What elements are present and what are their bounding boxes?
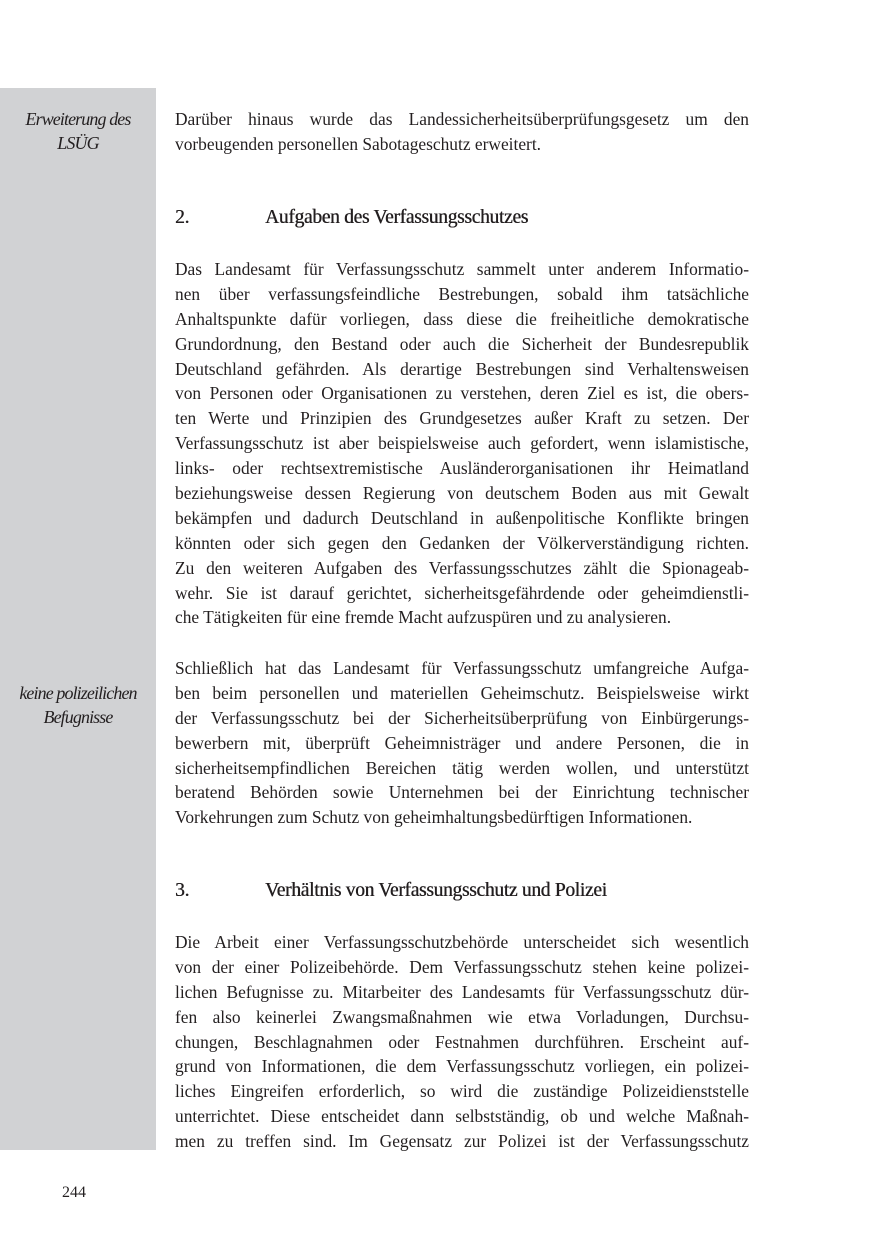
section-number: 2. xyxy=(175,207,190,228)
section-heading-3 xyxy=(175,879,749,903)
text-line: von der einer Polizeibehörde. Dem Verfassungsschutz stehen keine polizei- xyxy=(175,956,749,977)
margin-note-line: LSÜG xyxy=(57,133,99,153)
margin-note-line: keine polizeilichen xyxy=(19,683,137,703)
text-line: beziehungsweise dessen Regierung von deutschem Boden aus mit Gewalt xyxy=(175,483,749,504)
text-line: von Personen oder Organisationen zu verstehen, deren Ziel es ist, die obers- xyxy=(175,383,749,404)
text-line: Deutschland gefährden. Als derartige Bestrebungen sind Verhaltensweisen xyxy=(175,358,749,379)
paragraph-geheimschutz xyxy=(175,656,749,830)
text-line: Verfassungsschutz ist aber beispielsweise auch gefordert, wenn islamistische, xyxy=(175,433,749,454)
text-line: che Tätigkeiten für eine fremde Macht aufzuspüren und zu analysieren. xyxy=(175,607,672,628)
text-line: grund von Informationen, die dem Verfassungsschutz vorliegen, ein polizei- xyxy=(175,1056,749,1077)
margin-note-line: Erweiterung des xyxy=(25,109,131,129)
text-line: Vorkehrungen zum Schutz von geheimhaltungsbedürftigen Informationen. xyxy=(175,807,693,828)
text-line: Das Landesamt für Verfassungsschutz sammelt unter anderem Informatio- xyxy=(175,259,749,279)
margin-note-keine-befugnisse xyxy=(0,681,156,729)
text-line: der Verfassungsschutz bei der Sicherheitsüberprüfung von Einbürgerungs- xyxy=(175,707,749,728)
text-line: sicherheitsempfindlichen Bereichen tätig werden wollen, und unterstützt xyxy=(175,757,749,778)
text-line: lichen Befugnisse zu. Mitarbeiter des Landesamts für Verfassungsschutz dür- xyxy=(175,981,749,1002)
text-line: vorbeugenden personellen Sabotageschutz erweitert. xyxy=(175,133,542,154)
section-title: Aufgaben des Verfassungsschutzes xyxy=(265,207,528,228)
text-line: bewerbern mit, überprüft Geheimnisträger und andere Personen, die in xyxy=(175,732,749,753)
text-line: wehr. Sie ist darauf gerichtet, sicherheitsgefährdende oder geheimdienstli- xyxy=(175,582,749,603)
text-line: Die Arbeit einer Verfassungsschutzbehörde unterscheidet sich wesentlich xyxy=(175,932,749,952)
text-line: bekämpfen und dadurch Deutschland in außenpolitische Konflikte bringen xyxy=(175,507,749,528)
text-line: nen über verfassungsfeindliche Bestrebungen, sobald ihm tatsächliche xyxy=(175,283,749,304)
text-line: Anhaltspunkte dafür vorliegen, dass diese die freiheitliche demokratische xyxy=(175,308,749,329)
text-line: ten Werte und Prinzipien des Grundgesetzes außer Kraft zu setzen. Der xyxy=(175,408,749,429)
text-line: men zu treffen sind. Im Gegensatz zur Polizei ist der Verfassungsschutz xyxy=(175,1131,749,1152)
paragraph-intro xyxy=(175,107,749,157)
text-line: liches Eingreifen erforderlich, so wird die zuständige Polizeidienststelle xyxy=(175,1081,749,1102)
margin-column xyxy=(0,88,156,1150)
text-line: beratend Behörden sowie Unternehmen bei der Einrichtung technischer xyxy=(175,782,749,803)
text-line: chungen, Beschlagnahmen oder Festnahmen durchführen. Erscheint auf- xyxy=(175,1031,749,1052)
text-line: Grundordnung, den Bestand oder auch die Sicherheit der Bundesrepublik xyxy=(175,333,749,354)
page-number: 244 xyxy=(62,1184,86,1201)
margin-note-line: Befugnisse xyxy=(43,707,113,727)
text-line: ben beim personellen und materiellen Geheimschutz. Beispielsweise wirkt xyxy=(175,682,749,703)
text-line: Zu den weiteren Aufgaben des Verfassungsschutzes zählt die Spionageab- xyxy=(175,557,749,578)
text-line: Darüber hinaus wurde das Landessicherheitsüberprüfungsgesetz um den xyxy=(175,109,749,129)
text-line: links- oder rechtsextremistische Ausländerorganisationen ihr Heimatland xyxy=(175,458,749,479)
section-title: Verhältnis von Verfassungsschutz und Polizei xyxy=(265,880,607,901)
text-line: Schließlich hat das Landesamt für Verfassungsschutz umfangreiche Aufga- xyxy=(175,658,749,678)
paragraph-verhaeltnis xyxy=(175,930,749,1154)
paragraph-aufgaben xyxy=(175,257,749,630)
text-line: fen also keinerlei Zwangsmaßnahmen wie etwa Vorladungen, Durchsu- xyxy=(175,1006,749,1027)
text-line: unterrichtet. Diese entscheidet dann selbstständig, ob und welche Maßnah- xyxy=(175,1106,749,1127)
margin-note-lsuegerweiterung xyxy=(0,107,156,155)
section-heading-2 xyxy=(175,206,749,230)
section-number: 3. xyxy=(175,880,190,901)
text-line: könnten oder sich gegen den Gedanken der Völkerverständigung richten. xyxy=(175,532,749,553)
